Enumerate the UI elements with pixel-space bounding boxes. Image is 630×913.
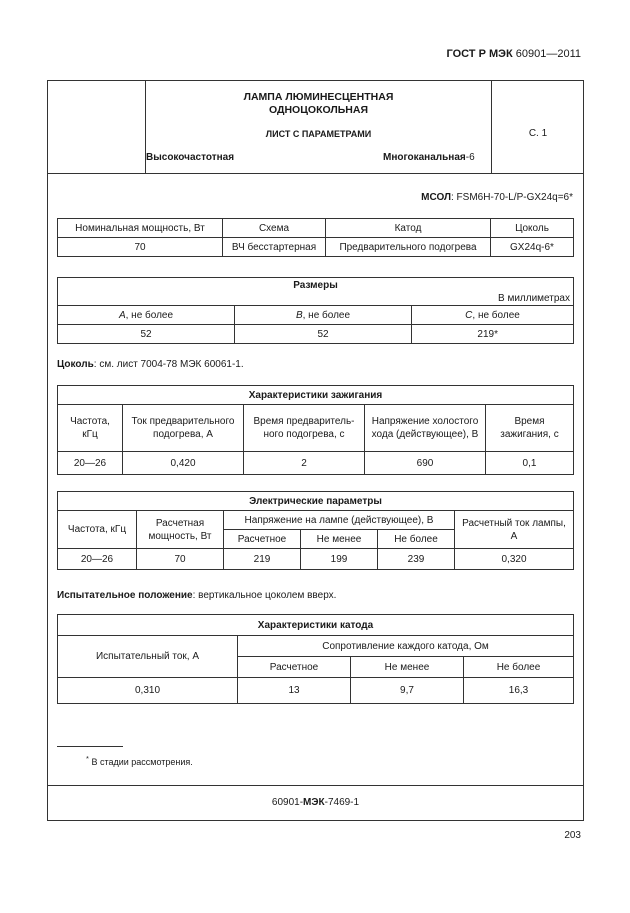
table-row: Расчетное Не менее Не более bbox=[58, 530, 574, 549]
footer-divider bbox=[47, 785, 584, 786]
footnote-divider bbox=[57, 746, 123, 747]
dimensions-table bbox=[57, 277, 574, 344]
sheet-code: 60901-МЭК-7469-1 bbox=[271, 797, 360, 808]
table-row: 52 52 219* bbox=[58, 325, 574, 344]
cathode-table bbox=[57, 614, 574, 704]
table-row: Номинальная мощность, Вт Схема Катод Цоколь bbox=[58, 219, 574, 238]
electrical-table bbox=[57, 491, 574, 570]
page-number: 203 bbox=[564, 830, 581, 841]
ignition-table bbox=[57, 385, 574, 475]
table-row: 20—26 70 219 199 239 0,320 bbox=[58, 549, 574, 570]
footnote: * В стадии рассмотрения. bbox=[86, 754, 193, 767]
test-position-note: Испытательное положение: вертикальное цоколем вверх. bbox=[57, 590, 337, 601]
table-caption-row: Электрические параметры bbox=[58, 492, 574, 511]
cap-note: Цоколь: см. лист 7004-78 МЭК 60061-1. bbox=[57, 359, 244, 370]
table-row: Частота, кГц Ток предварительного подогрева, А Время предваритель-ного подогрева, с Напряжение холостого хода (действующее), В Время зажигания, с bbox=[58, 405, 574, 452]
subtitle-right: Многоканальная-6 bbox=[383, 152, 475, 163]
table-row: A, не более B, не более C, не более bbox=[58, 306, 574, 325]
table-row: 20—26 0,420 2 690 0,1 bbox=[58, 452, 574, 475]
standard-number: 60901—2011 bbox=[515, 48, 581, 60]
table-row: Испытательный ток, А Сопротивление каждого катода, Ом bbox=[58, 636, 574, 657]
subtitle-left: Высокочастотная bbox=[146, 152, 235, 163]
standard-prefix: ГОСТ Р МЭК bbox=[446, 48, 513, 60]
document-header bbox=[446, 48, 581, 60]
dimensions-unit: В миллиметрах bbox=[498, 292, 570, 304]
msol-designation: МСОЛ: FSM6H-70-L/P-GX24q=6* bbox=[421, 192, 573, 203]
table-row: 70 ВЧ бесстартерная Предварительного подогрева GX24q-6* bbox=[58, 238, 574, 257]
table-caption-row: Характеристики зажигания bbox=[58, 386, 574, 405]
sheet-title: ЛИСТ С ПАРАМЕТРАМИ bbox=[265, 129, 372, 139]
table-row: 0,310 13 9,7 16,3 bbox=[58, 678, 574, 704]
table-row: Частота, кГц Расчетная мощность, Вт Напряжение на лампе (действующее), В Расчетный ток лампы, А bbox=[58, 511, 574, 530]
table-caption-row bbox=[58, 278, 574, 306]
sheet-page-number: С. 1 bbox=[528, 128, 548, 139]
lamp-title: ЛАМПА ЛЮМИНЕСЦЕНТНАЯ ОДНОЦОКОЛЬНАЯ bbox=[243, 91, 394, 116]
table-caption-row: Характеристики катода bbox=[58, 615, 574, 636]
table-row: Расчетное Не менее Не более bbox=[58, 657, 574, 678]
dimensions-caption: Размеры bbox=[293, 279, 338, 291]
main-parameters-table bbox=[57, 218, 574, 257]
